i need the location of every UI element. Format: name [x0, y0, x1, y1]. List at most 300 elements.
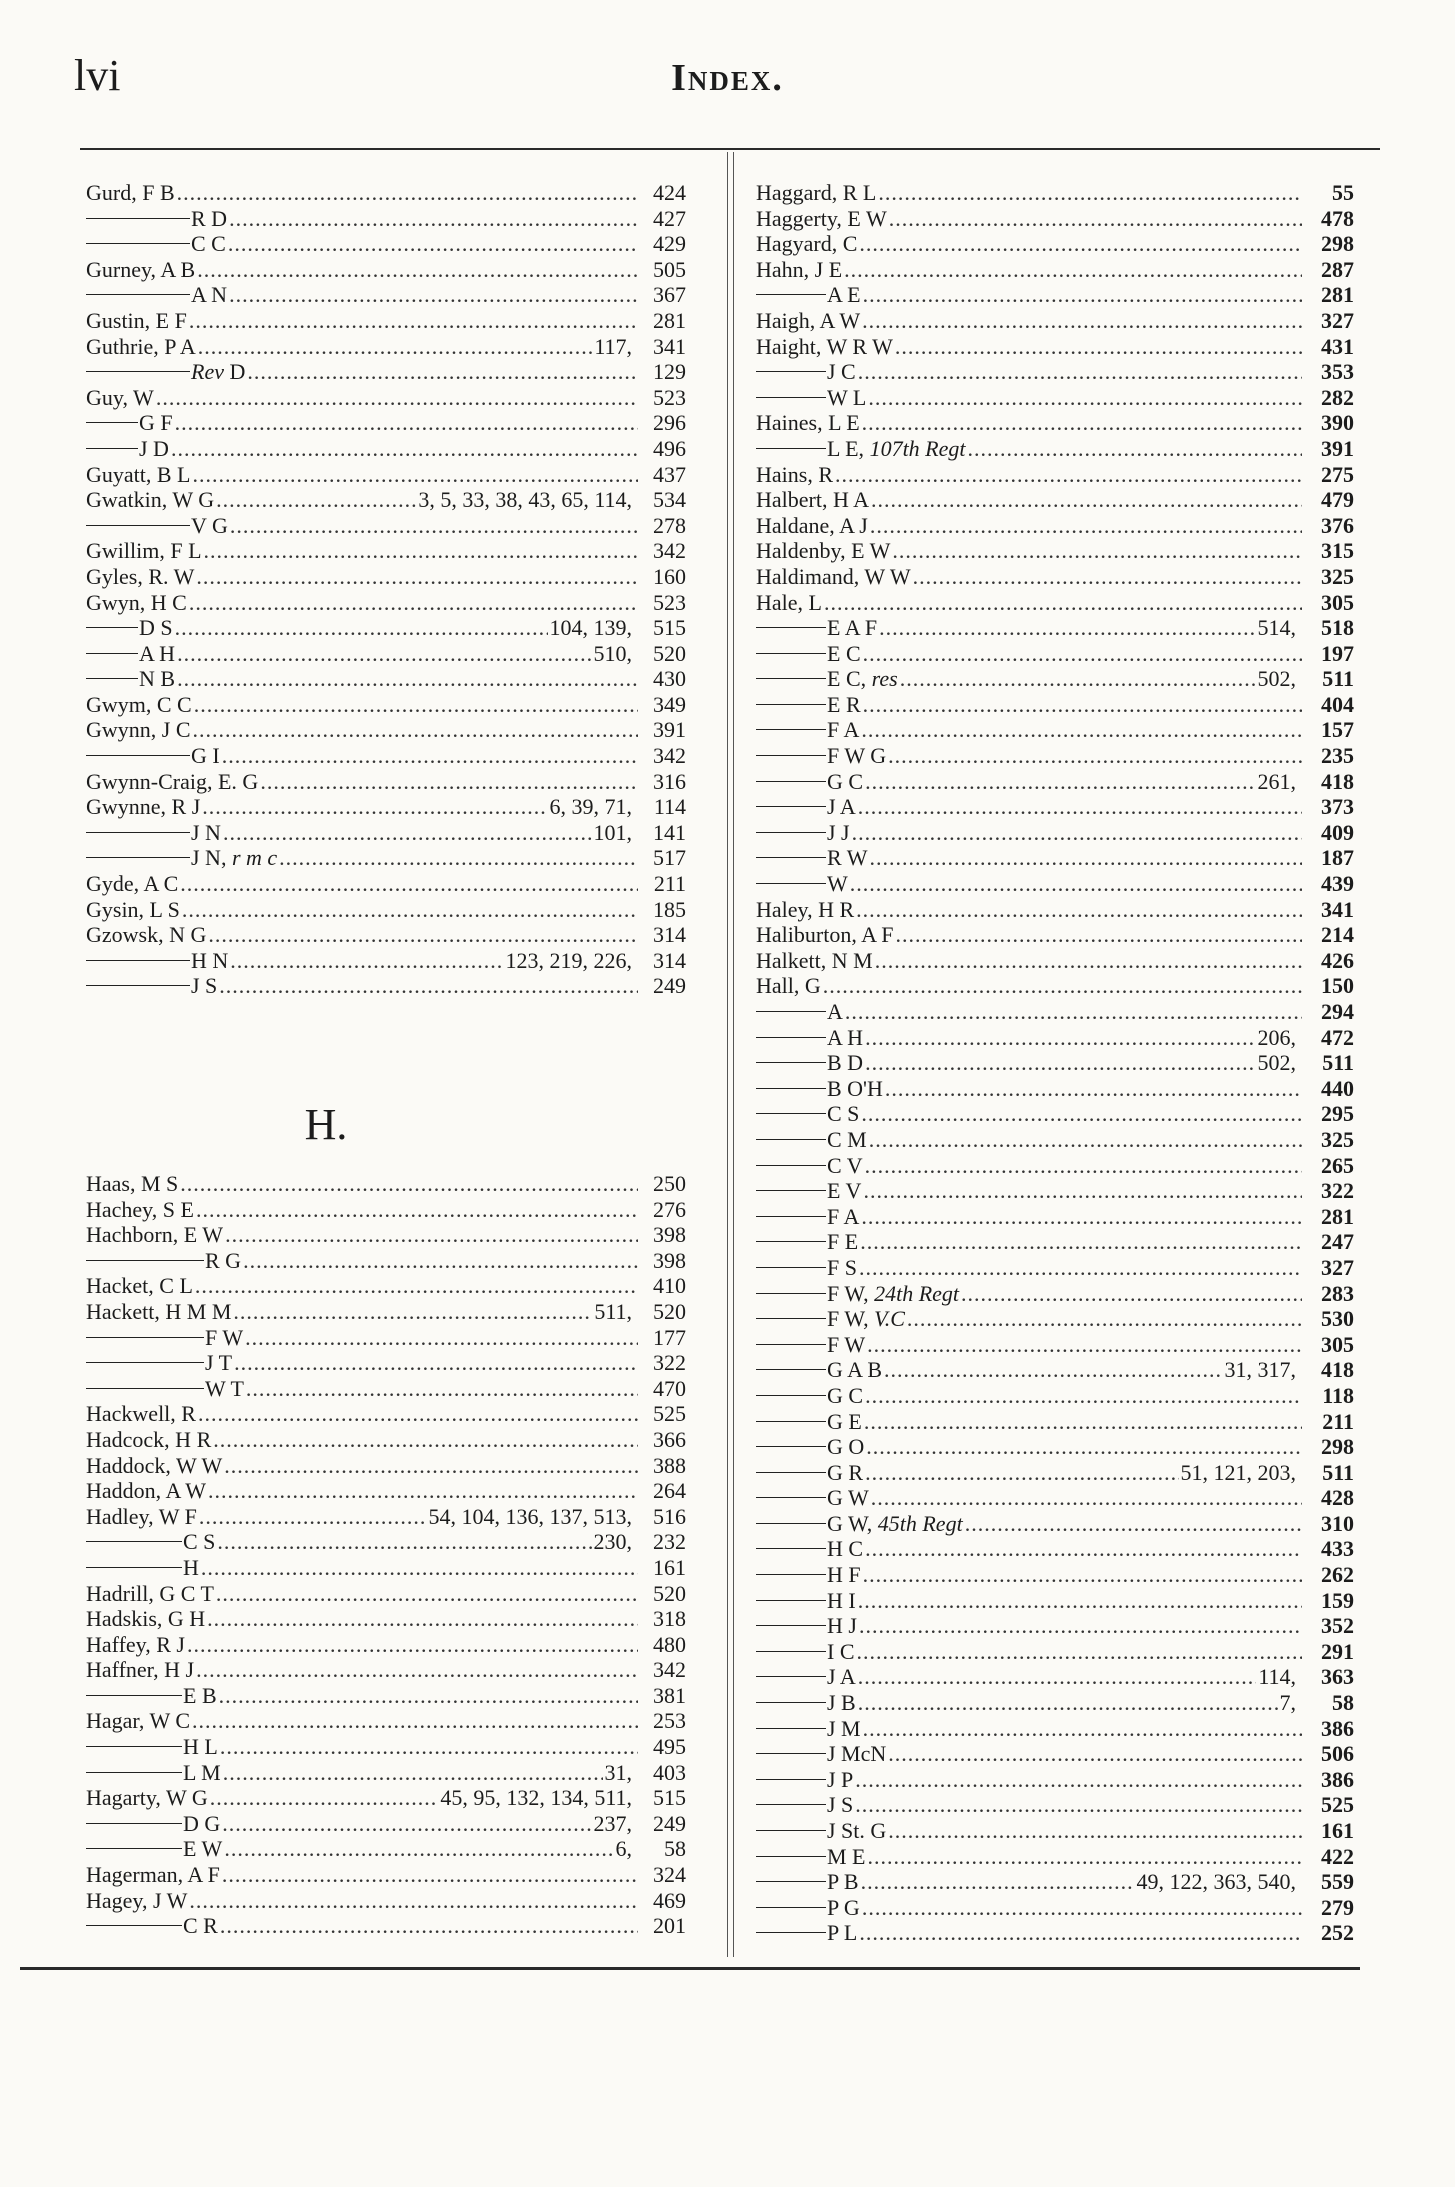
leader-dots	[206, 922, 638, 948]
index-entry	[86, 641, 686, 667]
entry-name	[86, 769, 258, 795]
entry-name-text: E C,	[827, 666, 872, 692]
entry-name-text: J N	[191, 819, 221, 845]
leader-dots	[227, 206, 638, 232]
index-entry	[86, 871, 686, 897]
entry-name-text: J St. G	[827, 1818, 887, 1843]
entry-page: 281	[1321, 282, 1354, 308]
entry-name-text: R G	[205, 1247, 242, 1273]
index-entry	[86, 1913, 686, 1939]
entry-name	[86, 717, 191, 743]
index-entry	[756, 717, 1354, 743]
index-entry	[86, 1811, 686, 1837]
index-entry	[756, 513, 1354, 539]
entry-page: 314	[653, 947, 686, 973]
leader-dots	[887, 206, 1302, 232]
entry-name	[827, 717, 859, 743]
index-entry	[756, 1050, 1354, 1076]
leader-dots	[217, 1683, 638, 1709]
entry-name	[756, 948, 873, 974]
entry-name-text: Haigh, A W	[756, 307, 861, 333]
entry-name-text: P G	[827, 1894, 860, 1920]
entry-page: 342	[653, 538, 686, 564]
indent-dash	[756, 1497, 826, 1498]
entry-page: 118	[1322, 1382, 1354, 1408]
entry-name-text: B O'H	[827, 1075, 883, 1101]
entry-name-text: G A B	[827, 1357, 883, 1383]
index-entry	[756, 1511, 1354, 1537]
entry-page: 363	[1321, 1664, 1354, 1690]
entry-name-text: J J	[827, 819, 850, 845]
index-entry	[756, 1588, 1354, 1614]
entry-name	[86, 1171, 178, 1197]
entry-name-text: Gyles, R. W	[86, 563, 195, 589]
leader-dots	[869, 487, 1302, 513]
indent-dash	[756, 1062, 826, 1063]
entry-name	[827, 820, 850, 846]
leader-dots	[856, 1588, 1302, 1614]
index-entry	[756, 1792, 1354, 1818]
entry-name-text: J C	[827, 359, 856, 385]
entry-page: 427	[653, 205, 686, 231]
index-entry	[756, 1460, 1354, 1486]
entry-page: 391	[1321, 435, 1354, 461]
entry-page: 373	[1321, 794, 1354, 820]
leader-dots	[866, 1844, 1303, 1870]
entry-name-text: A N	[191, 282, 228, 308]
leader-dots	[169, 436, 638, 462]
leader-dots	[886, 1741, 1302, 1767]
leader-dots	[222, 1836, 613, 1862]
entry-page: 324	[653, 1862, 686, 1888]
leader-dots	[231, 1299, 592, 1325]
leader-dots	[194, 1657, 638, 1683]
entry-page: 264	[653, 1478, 686, 1504]
leader-dots	[861, 1562, 1302, 1588]
index-entry	[756, 180, 1354, 206]
entry-name-text: P B	[827, 1869, 859, 1895]
entry-name-text: Hagar, W C	[86, 1708, 191, 1734]
index-entry	[86, 590, 686, 616]
entry-name-text: G R	[827, 1459, 864, 1485]
entry-name	[827, 1690, 856, 1716]
entry-name-text: Gzowsk, N G	[86, 922, 207, 948]
index-entry	[86, 282, 686, 308]
entry-name	[139, 615, 173, 641]
leader-dots	[842, 257, 1302, 283]
index-entry	[86, 1453, 686, 1479]
index-entry	[86, 1376, 686, 1402]
indent-dash	[756, 678, 826, 679]
entry-page: 418	[1321, 1357, 1354, 1383]
entry-name	[827, 641, 861, 667]
entry-name-text: Haffner, H J	[86, 1657, 195, 1683]
index-column-right	[756, 180, 1354, 1946]
entry-page: 211	[653, 871, 686, 897]
index-entry	[756, 1664, 1354, 1690]
leader-dots	[963, 1511, 1302, 1537]
index-entry	[86, 1708, 686, 1734]
entry-name	[183, 1683, 217, 1709]
entry-page: 515	[653, 1785, 686, 1811]
entry-name	[205, 1350, 232, 1376]
index-entry	[86, 308, 686, 334]
entry-name	[827, 794, 856, 820]
indent-dash	[86, 755, 190, 756]
leader-dots	[882, 1357, 1222, 1383]
leader-dots	[194, 1197, 638, 1223]
entry-page: 316	[653, 768, 686, 794]
entry-name	[86, 1504, 197, 1530]
entry-name-text: Haight, W R W	[756, 333, 893, 359]
entry-name-text: F E	[827, 1229, 859, 1255]
right-entries-list	[756, 180, 1354, 1946]
index-entry	[756, 1895, 1354, 1921]
leader-dots	[217, 973, 638, 999]
indent-dash	[86, 857, 190, 858]
index-entry	[756, 1869, 1354, 1895]
indent-dash	[756, 1446, 826, 1447]
entry-page: 287	[1321, 256, 1354, 282]
index-entry	[756, 1409, 1354, 1435]
entry-page: 523	[653, 384, 686, 410]
index-entry	[756, 1818, 1354, 1844]
entry-name	[191, 948, 228, 974]
entry-page: 523	[653, 589, 686, 615]
leader-dots	[232, 1350, 638, 1376]
index-entry	[756, 385, 1354, 411]
entry-page: 520	[653, 640, 686, 666]
leader-dots	[890, 538, 1302, 564]
entry-name-text: H L	[183, 1734, 218, 1760]
leader-dots	[221, 1760, 603, 1786]
entry-page: 426	[1321, 947, 1354, 973]
entry-name	[756, 334, 893, 360]
indent-dash	[86, 1848, 182, 1849]
entry-page: 429	[653, 231, 686, 257]
entry-name-text: V G	[191, 512, 228, 538]
indent-dash	[86, 1695, 182, 1696]
entry-extra-pages: 502,	[1257, 1050, 1296, 1076]
leader-dots	[192, 692, 638, 718]
leader-dots	[187, 308, 638, 334]
leader-dots	[175, 641, 591, 667]
entry-page: 298	[1321, 1434, 1354, 1460]
entry-name	[183, 1760, 221, 1786]
indent-dash	[86, 371, 190, 372]
entry-name-text: Haggerty, E W	[756, 205, 887, 231]
entry-page: 279	[1321, 1894, 1354, 1920]
leader-dots	[178, 871, 638, 897]
index-entry	[756, 1920, 1354, 1946]
entry-page: 291	[1321, 1638, 1354, 1664]
entry-name	[827, 1332, 865, 1358]
entry-page: 428	[1321, 1485, 1354, 1511]
index-entry	[756, 1639, 1354, 1665]
entry-name	[86, 1273, 193, 1299]
index-entry	[756, 1076, 1354, 1102]
leader-dots	[220, 743, 638, 769]
entry-page: 367	[653, 282, 686, 308]
entry-name-text: Hacket, C L	[86, 1273, 193, 1299]
entry-name	[827, 436, 966, 462]
entry-name	[183, 1811, 220, 1837]
entry-page: 388	[653, 1452, 686, 1478]
index-entry	[86, 1683, 686, 1709]
index-entry	[86, 769, 686, 795]
index-entry	[756, 1204, 1354, 1230]
index-entry	[86, 1734, 686, 1760]
entry-page: 159	[1321, 1587, 1354, 1613]
entry-name	[827, 1562, 861, 1588]
leader-dots	[243, 1325, 638, 1351]
indent-dash	[86, 1541, 182, 1542]
entry-extra-pages: 230,	[593, 1529, 632, 1555]
entry-extra-pages: 6,	[615, 1836, 632, 1862]
entry-page: 150	[1321, 973, 1354, 999]
entry-page: 511	[1322, 1050, 1354, 1076]
entry-page: 253	[653, 1708, 686, 1734]
indent-dash	[756, 1241, 826, 1242]
column-divider	[727, 152, 734, 1957]
index-entry	[86, 334, 686, 360]
leader-dots	[228, 948, 503, 974]
entry-name	[827, 1281, 959, 1307]
entry-page: 342	[653, 743, 686, 769]
entry-name-suffix: D	[223, 359, 246, 385]
entry-name-text: Guyatt, B L	[86, 461, 191, 487]
entry-name	[827, 385, 866, 411]
leader-dots	[864, 1434, 1302, 1460]
leader-dots	[187, 1888, 638, 1914]
entry-page: 511	[1322, 1459, 1354, 1485]
entry-page: 516	[653, 1503, 686, 1529]
index-entry	[86, 180, 686, 206]
entry-name	[191, 973, 217, 999]
leader-dots	[905, 1306, 1302, 1332]
index-entry	[86, 1401, 686, 1427]
index-entry	[86, 794, 686, 820]
entry-name-text: F A	[827, 1203, 860, 1229]
entry-name	[827, 1639, 855, 1665]
entry-page: 318	[653, 1606, 686, 1632]
entry-name-text: G C	[827, 768, 864, 794]
entry-name-text: Gurd, F B	[86, 180, 175, 205]
entry-name	[86, 922, 206, 948]
entry-name	[205, 1325, 243, 1351]
entry-page: 515	[653, 615, 686, 641]
entry-name-text: Hachborn, E W	[86, 1222, 224, 1248]
index-entry	[86, 717, 686, 743]
entry-page: 278	[653, 512, 686, 538]
entry-name	[86, 1427, 211, 1453]
index-entry	[86, 820, 686, 846]
entry-name-text: J S	[191, 973, 218, 999]
entry-page: 214	[1321, 922, 1354, 948]
leader-dots	[857, 1613, 1302, 1639]
index-entry	[86, 1299, 686, 1325]
leader-dots	[196, 334, 593, 360]
leader-dots	[857, 1920, 1302, 1946]
index-entry	[86, 231, 686, 257]
entry-page: 185	[653, 896, 686, 922]
entry-name-text: Hagarty, W G	[86, 1785, 208, 1811]
entry-extra-pages: 510,	[593, 640, 632, 666]
entry-name-text: H F	[827, 1562, 861, 1588]
entry-name	[756, 538, 890, 564]
entry-name	[827, 999, 843, 1025]
entry-name	[86, 692, 192, 718]
entry-name	[827, 615, 877, 641]
g-entries-list	[86, 180, 686, 999]
leader-dots	[911, 564, 1302, 590]
entry-name-text: G W,	[827, 1510, 878, 1536]
entry-page: 525	[1321, 1792, 1354, 1818]
indent-dash	[86, 525, 190, 526]
indent-dash	[756, 1395, 826, 1396]
entry-name	[827, 769, 863, 795]
index-entry	[86, 1171, 686, 1197]
indent-dash	[756, 1753, 826, 1754]
index-entry	[86, 1350, 686, 1376]
entry-name	[86, 564, 194, 590]
entry-name	[827, 692, 861, 718]
entry-name-text: Gwatkin, W G	[86, 487, 215, 513]
indent-dash	[756, 755, 826, 756]
index-entry	[756, 410, 1354, 436]
index-entry	[86, 1657, 686, 1683]
entry-name-text: Haley, H R	[756, 896, 855, 922]
entry-name-text: N B	[139, 666, 176, 692]
entry-name	[827, 743, 886, 769]
entry-page: 58	[1332, 1690, 1354, 1716]
index-entry	[86, 1222, 686, 1248]
index-entry	[86, 513, 686, 539]
entry-page: 197	[1321, 640, 1354, 666]
index-entry	[86, 1581, 686, 1607]
entry-page: 281	[1321, 1203, 1354, 1229]
entry-name	[756, 180, 876, 206]
indent-dash	[86, 832, 190, 833]
leader-dots	[196, 1401, 638, 1427]
entry-name	[756, 897, 854, 923]
entry-name	[827, 1844, 866, 1870]
leader-dots	[876, 180, 1302, 206]
entry-name	[191, 820, 221, 846]
entry-extra-pages: 502,	[1257, 666, 1296, 692]
leader-dots	[843, 999, 1302, 1025]
entry-name-italic: Rev	[191, 359, 224, 385]
entry-page: 390	[1321, 410, 1354, 436]
index-entry	[756, 487, 1354, 513]
entry-name	[827, 845, 868, 871]
entry-name-text: A	[827, 999, 843, 1024]
index-entry	[756, 206, 1354, 232]
entry-page: 235	[1321, 743, 1354, 769]
entry-name-italic: V.C	[874, 1306, 905, 1332]
index-entry	[86, 615, 686, 641]
indent-dash	[756, 397, 826, 398]
index-entry	[86, 487, 686, 513]
indent-dash	[756, 1139, 826, 1140]
index-entry	[756, 1767, 1354, 1793]
leader-dots	[866, 385, 1302, 411]
entry-name-text: H	[183, 1554, 199, 1580]
indent-dash	[756, 704, 826, 705]
index-entry	[756, 769, 1354, 795]
entry-name	[86, 1401, 196, 1427]
index-entry	[756, 308, 1354, 334]
entry-name-text: Haas, M S	[86, 1171, 179, 1196]
top-rule	[80, 148, 1380, 150]
indent-dash	[86, 653, 138, 654]
entry-name-text: Hachey, S E	[86, 1196, 194, 1222]
entry-name	[827, 1869, 859, 1895]
entry-name-text: Hadrill, G C T	[86, 1580, 214, 1606]
index-entry	[86, 973, 686, 999]
index-entry	[756, 1127, 1354, 1153]
entry-name	[756, 410, 860, 436]
leader-dots	[868, 845, 1302, 871]
entry-page: 386	[1321, 1766, 1354, 1792]
entry-page: 314	[653, 922, 686, 948]
entry-page: 310	[1321, 1510, 1354, 1536]
entry-name-text: D G	[183, 1810, 221, 1836]
entry-name	[86, 180, 175, 206]
index-entry	[756, 1383, 1354, 1409]
entry-name	[139, 436, 169, 462]
index-entry	[756, 359, 1354, 385]
leader-dots	[886, 743, 1302, 769]
indent-dash	[86, 422, 138, 423]
entry-name-text: Gwynn-Craig, E. G	[86, 768, 259, 794]
entry-name	[827, 1076, 883, 1102]
entry-name-text: Gyde, A C	[86, 871, 179, 897]
entry-page: 249	[653, 1810, 686, 1836]
entry-name	[205, 1248, 241, 1274]
entry-name-text: J M	[827, 1715, 861, 1741]
leader-dots	[863, 1050, 1255, 1076]
leader-dots	[200, 794, 547, 820]
leader-dots	[868, 513, 1302, 539]
leader-dots	[867, 1127, 1302, 1153]
index-entry	[86, 564, 686, 590]
entry-page: 353	[1321, 359, 1354, 385]
entry-name-text: P L	[827, 1920, 858, 1946]
entry-name	[756, 922, 894, 948]
leader-dots	[893, 334, 1302, 360]
entry-name-text: Halkett, N M	[756, 947, 873, 973]
page-number: lvi	[74, 51, 121, 100]
leader-dots	[194, 564, 638, 590]
entry-name-text: Haffey, R J	[86, 1631, 185, 1657]
indent-dash	[756, 1702, 826, 1703]
indent-dash	[756, 1523, 826, 1524]
leader-dots	[205, 1606, 638, 1632]
entry-page: 325	[1321, 563, 1354, 589]
entry-page: 430	[653, 666, 686, 692]
index-entry	[756, 666, 1354, 692]
indent-dash	[756, 832, 826, 833]
entry-name-text: R D	[191, 205, 228, 231]
indent-dash	[756, 1856, 826, 1857]
entry-name-text: J B	[827, 1690, 856, 1716]
entry-extra-pages: 114,	[1258, 1664, 1296, 1690]
entry-extra-pages: 123, 219, 226,	[505, 947, 632, 973]
entry-name-text: Haddon, A W	[86, 1478, 206, 1504]
entry-name-text: E W	[183, 1836, 223, 1862]
entry-page: 305	[1321, 1331, 1354, 1357]
